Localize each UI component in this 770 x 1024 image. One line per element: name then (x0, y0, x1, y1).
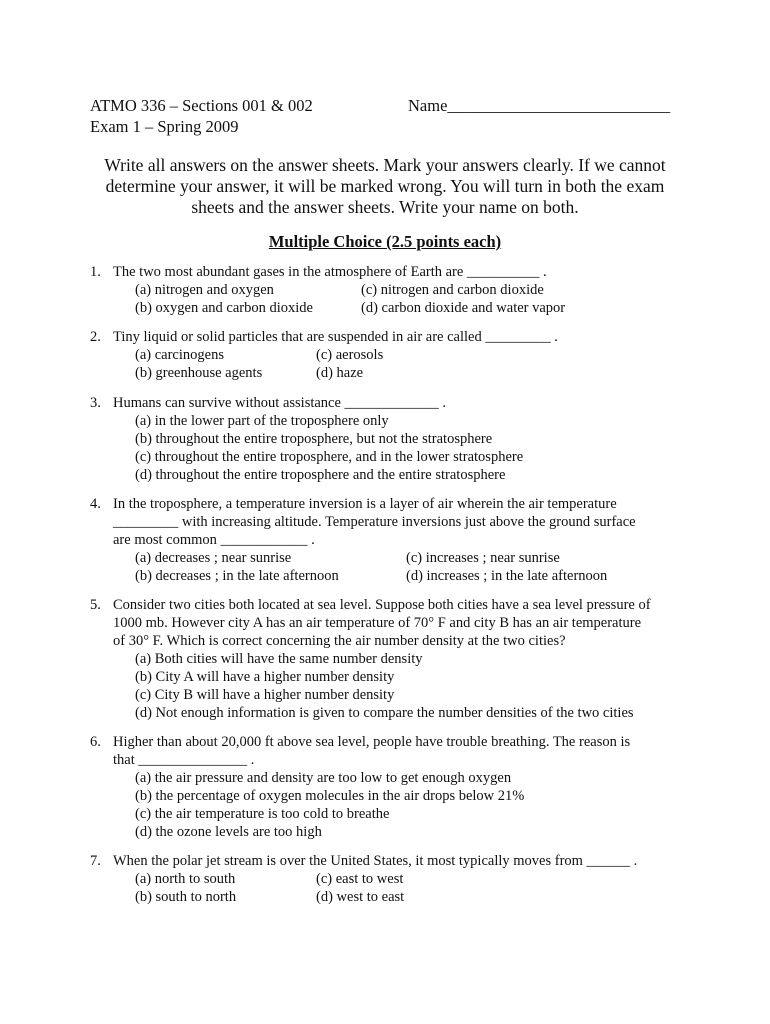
question-text (113, 263, 688, 281)
question-text (113, 394, 688, 412)
question-line: Higher than about 20,000 ft above sea level, people have trouble breathing. The reason is (113, 734, 631, 750)
question-number: 1. (90, 264, 101, 280)
option-d: (d) Not enough information is given to compare the number densities of the two cities (135, 705, 634, 721)
option-d: (d) carbon dioxide and water vapor (361, 300, 566, 316)
instructions: Write all answers on the answer sheets. Mark your answers clearly. If we cannot determine your answer, it will be marked wrong. You will turn in both the exam sheets and the answer sheets. Write your name on both. (104, 155, 666, 217)
question-line: The two most abundant gases in the atmosphere of Earth are __________ . (113, 264, 547, 280)
question-text (113, 596, 688, 650)
option-b: (b) throughout the entire troposphere, but not the stratosphere (135, 431, 493, 447)
option-d: (d) west to east (316, 889, 405, 905)
question-line: are most common ____________ . (113, 532, 315, 548)
question-number: 7. (90, 853, 101, 869)
section-title: Multiple Choice (2.5 points each) (268, 232, 502, 251)
option-c: (c) the air temperature is too cold to breathe (135, 806, 390, 822)
option-d: (d) increases ; in the late afternoon (406, 568, 608, 584)
option-b: (b) greenhouse agents (135, 365, 263, 381)
question-text (113, 495, 688, 549)
option-a: (a) north to south (135, 871, 236, 887)
option-c: (c) City B will have a higher number density (135, 687, 395, 703)
question-line: Humans can survive without assistance _____________ . (113, 395, 447, 411)
name-field-label: Name___________________________ (408, 96, 671, 115)
option-d: (d) throughout the entire troposphere and the entire stratosphere (135, 467, 506, 483)
question-number: 5. (90, 597, 101, 613)
question-line: Tiny liquid or solid particles that are suspended in air are called _________ . (113, 329, 558, 345)
question-number: 3. (90, 395, 101, 411)
option-a: (a) the air pressure and density are too low to get enough oxygen (135, 770, 512, 786)
option-c: (c) east to west (316, 871, 404, 887)
option-b: (b) City A will have a higher number density (135, 669, 395, 685)
option-d: (d) the ozone levels are too high (135, 824, 322, 840)
question-number: 2. (90, 329, 101, 345)
option-a: (a) in the lower part of the troposphere only (135, 413, 389, 429)
question-text (113, 733, 688, 769)
question-text (113, 328, 688, 346)
question-number: 6. (90, 734, 101, 750)
option-a: (a) Both cities will have the same number density (135, 651, 423, 667)
course-title: ATMO 336 – Sections 001 & 002 (90, 96, 313, 115)
option-a: (a) carcinogens (135, 347, 224, 363)
option-c: (c) aerosols (316, 347, 384, 363)
option-b: (b) oxygen and carbon dioxide (135, 300, 313, 316)
question-line: In the troposphere, a temperature inversion is a layer of air wherein the air temperature (113, 496, 617, 512)
question-line: When the polar jet stream is over the United States, it most typically moves from ______ . (113, 853, 638, 869)
option-d: (d) haze (316, 365, 364, 381)
option-a: (a) decreases ; near sunrise (135, 550, 292, 566)
question-text (113, 852, 688, 870)
exam-title: Exam 1 – Spring 2009 (90, 117, 239, 136)
option-b: (b) decreases ; in the late afternoon (135, 568, 339, 584)
question-line: 1000 mb. However city A has an air temperature of 70° F and city B has an air temperature (113, 615, 642, 631)
question-line: _________ with increasing altitude. Temperature inversions just above the ground surface (113, 514, 636, 530)
question-number: 4. (90, 496, 101, 512)
question-line: that _______________ . (113, 752, 255, 768)
option-b: (b) south to north (135, 889, 237, 905)
option-a: (a) nitrogen and oxygen (135, 282, 274, 298)
option-c: (c) increases ; near sunrise (406, 550, 560, 566)
question-line: Consider two cities both located at sea level. Suppose both cities have a sea level pressure of (113, 597, 651, 613)
question-line: of 30° F. Which is correct concerning the air number density at the two cities? (113, 633, 566, 649)
option-c: (c) nitrogen and carbon dioxide (361, 282, 544, 298)
option-c: (c) throughout the entire troposphere, and in the lower stratosphere (135, 449, 524, 465)
option-b: (b) the percentage of oxygen molecules in the air drops below 21% (135, 788, 525, 804)
